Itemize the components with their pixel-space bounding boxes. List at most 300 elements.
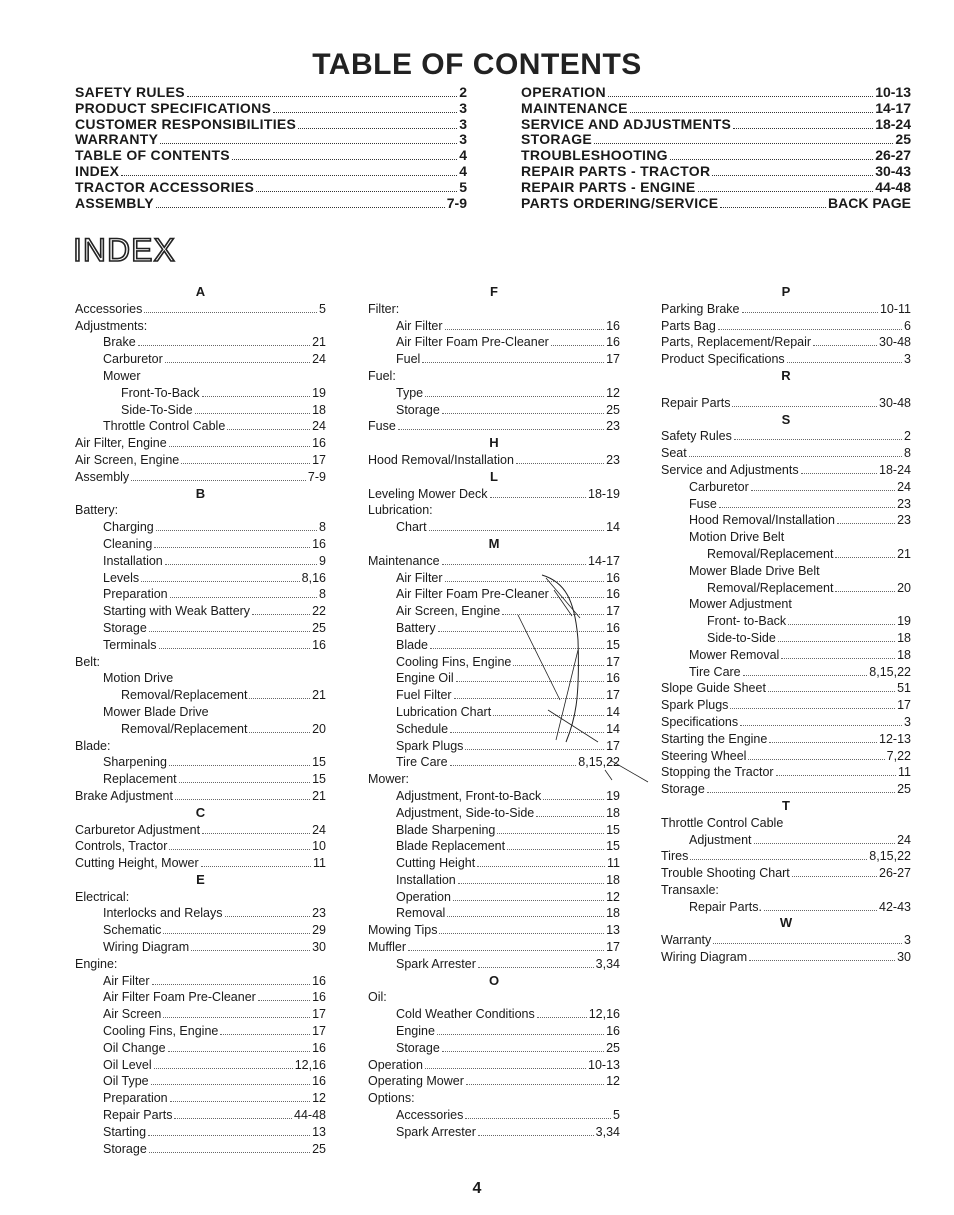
index-column-3 — [661, 284, 911, 966]
toc-entry — [75, 180, 467, 196]
index-entry-label: Accessories — [396, 1108, 464, 1123]
dot-leader — [751, 490, 895, 491]
toc-entry — [521, 180, 911, 196]
dot-leader — [169, 446, 310, 447]
index-entry-label: Oil: — [368, 990, 387, 1005]
index-entry-page: 25 — [606, 1040, 620, 1055]
index-entry-label: Fuse — [689, 496, 717, 511]
index-entry-label: Storage — [661, 782, 705, 797]
index-entry-page: 10-13 — [588, 1057, 620, 1072]
dot-leader — [159, 648, 311, 649]
dot-leader — [438, 631, 604, 632]
index-entry — [661, 832, 911, 849]
toc-entry — [75, 148, 467, 164]
toc-entry-page: 2 — [459, 84, 467, 100]
toc-entry-page: 7-9 — [446, 194, 467, 211]
index-entry-label: Slope Guide Sheet — [661, 681, 766, 696]
index-entry-page: 23 — [606, 419, 620, 434]
dot-leader — [594, 143, 893, 144]
index-entry-label: Storage — [396, 402, 440, 417]
index-entry-label: Removal — [396, 906, 446, 921]
index-entry-label: Maintenance — [368, 553, 440, 568]
dot-leader — [776, 775, 896, 776]
index-entry-label: Carburetor — [689, 479, 749, 494]
index-entry-label: Air Screen — [103, 1007, 162, 1022]
index-entry-label: Front- to-Back — [707, 614, 787, 629]
dot-leader — [742, 312, 878, 313]
index-entry-label: Air Screen, Engine — [75, 452, 180, 467]
index-entry-page: 5 — [613, 1108, 620, 1123]
dot-leader — [141, 581, 300, 582]
index-entry-label: Adjustment — [689, 832, 752, 847]
toc-entry — [75, 85, 467, 101]
index-entry — [368, 805, 620, 822]
dot-leader — [437, 1034, 604, 1035]
spacer — [661, 385, 911, 395]
index-entry-label: Warranty — [661, 933, 712, 948]
index-entry — [75, 603, 326, 620]
toc-entry — [521, 117, 911, 133]
dot-leader — [543, 799, 604, 800]
index-entry — [75, 670, 326, 687]
index-entry-label: Air Filter — [103, 973, 150, 988]
index-entry-label: Mower: — [368, 772, 409, 787]
index-letter-heading: W — [779, 915, 793, 931]
toc-entry-page: 4 — [459, 162, 467, 179]
index-entry-label: Filter: — [368, 301, 400, 316]
index-entry — [661, 714, 911, 731]
dot-leader — [478, 967, 594, 968]
index-entry-label: Blade — [396, 637, 428, 652]
index-entry — [75, 435, 326, 452]
index-entry-label: Carburetor — [103, 352, 163, 367]
toc-entry-label: REPAIR PARTS - TRACTOR — [521, 162, 711, 179]
index-entry-page: 18 — [606, 906, 620, 921]
index-entry-page: 15 — [312, 772, 326, 787]
index-entry-page: 23 — [312, 906, 326, 921]
index-entry — [75, 822, 326, 839]
index-entry-page: 18 — [897, 647, 911, 662]
dot-leader — [719, 507, 895, 508]
index-entry — [661, 563, 911, 580]
dot-leader — [450, 765, 577, 766]
index-entry — [661, 932, 911, 949]
index-entry — [75, 502, 326, 519]
index-entry — [75, 838, 326, 855]
index-entry — [368, 670, 620, 687]
index-entry-label: Seat — [661, 446, 687, 461]
dot-leader — [425, 1068, 586, 1069]
toc-entry-label: STORAGE — [521, 131, 593, 148]
index-entry — [661, 462, 911, 479]
index-entry-label: Blade Sharpening — [396, 822, 496, 837]
index-entry — [75, 1040, 326, 1057]
index-entry-label: Removal/Replacement — [121, 721, 248, 736]
dot-leader — [442, 413, 604, 414]
index-entry-page: 12-13 — [879, 731, 911, 746]
index-entry — [661, 848, 911, 865]
index-entry-label: Air Filter, Engine — [75, 436, 167, 451]
index-entry — [368, 1073, 620, 1090]
index-entry-label: Removal/Replacement — [707, 546, 834, 561]
dot-leader — [169, 849, 310, 850]
toc-entry — [75, 196, 467, 212]
index-entry — [661, 395, 911, 412]
index-entry-label: Air Screen, Engine — [396, 604, 501, 619]
index-entry-label: Oil Type — [103, 1074, 149, 1089]
dot-leader — [516, 463, 604, 464]
index-entry-page: 21 — [312, 335, 326, 350]
dot-leader — [442, 564, 586, 565]
dot-leader — [445, 329, 605, 330]
dot-leader — [258, 1000, 310, 1001]
dot-leader — [298, 128, 457, 129]
index-entry-page: 17 — [606, 604, 620, 619]
dot-leader — [249, 698, 310, 699]
index-entry-page: 16 — [312, 973, 326, 988]
index-entry-page: 24 — [897, 479, 911, 494]
dot-leader — [202, 396, 311, 397]
index-entry-label: Operation — [396, 889, 451, 904]
index-entry — [75, 738, 326, 755]
index-entry — [368, 838, 620, 855]
index-entry-page: 21 — [312, 688, 326, 703]
index-entry — [75, 536, 326, 553]
index-entry — [75, 922, 326, 939]
index-entry-label: Preparation — [103, 1091, 168, 1106]
dot-leader — [608, 96, 873, 97]
dot-leader — [439, 933, 604, 934]
index-entry-page: 16 — [312, 436, 326, 451]
index-entry — [75, 956, 326, 973]
index-entry — [661, 496, 911, 513]
index-entry — [661, 647, 911, 664]
toc-entry — [521, 196, 911, 212]
index-entry-label: Air Filter — [396, 570, 443, 585]
index-entry-page: 18 — [312, 402, 326, 417]
dot-leader — [442, 1051, 604, 1052]
index-entry-label: Tire Care — [689, 664, 741, 679]
index-entry — [661, 512, 911, 529]
index-entry — [75, 1073, 326, 1090]
dot-leader — [398, 429, 604, 430]
index-entry — [661, 882, 911, 899]
index-entry-page: 16 — [606, 335, 620, 350]
dot-leader — [690, 859, 867, 860]
index-entry-label: Mower Adjustment — [689, 597, 792, 612]
dot-leader — [712, 175, 873, 176]
dot-leader — [154, 1068, 293, 1069]
index-entry-label: Specifications — [661, 714, 739, 729]
dot-leader — [121, 175, 457, 176]
index-entry-page: 42-43 — [879, 899, 911, 914]
index-entry — [661, 899, 911, 916]
index-entry-label: Trouble Shooting Chart — [661, 866, 790, 881]
index-entry-page: 14-17 — [588, 553, 620, 568]
dot-leader — [144, 312, 317, 313]
dot-leader — [733, 128, 873, 129]
index-letter-heading: R — [781, 367, 791, 383]
index-entry-label: Lubrication: — [368, 503, 433, 518]
index-entry-label: Cutting Height, Mower — [75, 856, 199, 871]
index-entry-page: 12 — [312, 1091, 326, 1106]
toc-entry-page: 14-17 — [875, 99, 911, 116]
index-entry-page: 11 — [607, 856, 620, 871]
dot-leader — [174, 1118, 292, 1119]
index-entry — [368, 956, 620, 973]
index-entry-page: 51 — [897, 681, 911, 696]
index-entry-page: 13 — [312, 1124, 326, 1139]
index-entry-label: Chart — [396, 520, 427, 535]
index-entry-label: Schematic — [103, 923, 162, 938]
index-entry — [368, 687, 620, 704]
dot-leader — [730, 708, 895, 709]
index-entry-label: Safety Rules — [661, 429, 732, 444]
dot-leader — [249, 732, 310, 733]
index-entry-page: 16 — [312, 1074, 326, 1089]
index-entry-label: Service and Adjustments — [661, 462, 799, 477]
dot-leader — [749, 960, 895, 961]
index-entry-page: 16 — [312, 637, 326, 652]
index-entry-page: 22 — [312, 604, 326, 619]
index-entry-page: 17 — [606, 352, 620, 367]
index-entry — [75, 1023, 326, 1040]
index-letter-heading: S — [781, 411, 791, 427]
dot-leader — [202, 833, 310, 834]
index-entry-label: Engine Oil — [396, 671, 454, 686]
index-entry-page: 6 — [904, 318, 911, 333]
toc-entry — [75, 117, 467, 133]
index-entry — [75, 570, 326, 587]
dot-leader — [163, 933, 310, 934]
index-entry-page: 10 — [312, 839, 326, 854]
index-entry-page: 12 — [606, 1074, 620, 1089]
index-entry-label: Tire Care — [396, 755, 448, 770]
index-entry-page: 8,15,22 — [578, 755, 620, 770]
index-entry-label: Spark Arrester — [396, 1124, 476, 1139]
dot-leader — [732, 406, 877, 407]
index-entry-label: Starting — [103, 1124, 147, 1139]
index-entry-label: Levels — [103, 570, 140, 585]
toc-entry-label: PRODUCT SPECIFICATIONS — [75, 99, 272, 116]
toc-entry-page: 5 — [459, 178, 467, 195]
index-entry-page: 16 — [312, 990, 326, 1005]
index-entry — [661, 680, 911, 697]
dot-leader — [179, 782, 310, 783]
index-entry-page: 11 — [898, 765, 911, 780]
index-entry — [661, 580, 911, 597]
toc-entry-label: INDEX — [75, 162, 120, 179]
toc-entry-label: ASSEMBLY — [75, 194, 154, 211]
index-entry-label: Mower Blade Drive — [103, 704, 209, 719]
index-entry — [75, 418, 326, 435]
dot-leader — [630, 112, 873, 113]
index-entry-page: 17 — [312, 1007, 326, 1022]
index-entry — [661, 764, 911, 781]
index-column-1 — [75, 284, 326, 1157]
dot-leader — [273, 112, 457, 113]
index-entry — [75, 905, 326, 922]
index-entry-page: 15 — [312, 755, 326, 770]
index-entry-page: 12,16 — [588, 1007, 620, 1022]
index-entry-label: Wiring Diagram — [103, 940, 190, 955]
index-entry-page: 19 — [312, 385, 326, 400]
index-entry-label: Type — [396, 385, 424, 400]
index-letter-heading: O — [488, 972, 500, 988]
dot-leader — [181, 463, 310, 464]
dot-leader — [720, 207, 826, 208]
index-entry-label: Repair Parts. — [689, 899, 762, 914]
index-entry-page: 24 — [312, 822, 326, 837]
index-entry — [75, 586, 326, 603]
toc-entry-label: OPERATION — [521, 84, 606, 100]
dot-leader — [507, 849, 604, 850]
dot-leader — [154, 547, 310, 548]
dot-leader — [232, 159, 457, 160]
dot-leader — [493, 715, 604, 716]
index-entry — [368, 620, 620, 637]
toc-entry — [521, 148, 911, 164]
index-entry-page: 11 — [313, 856, 326, 871]
index-entry-page: 25 — [312, 620, 326, 635]
index-entry-label: Accessories — [75, 301, 143, 316]
index-entry-page: 20 — [312, 721, 326, 736]
toc-entry-page: 10-13 — [875, 84, 911, 100]
index-entry-label: Repair Parts — [661, 395, 731, 410]
index-entry — [368, 704, 620, 721]
index-letter-heading: C — [195, 804, 206, 820]
index-entry — [368, 351, 620, 368]
toc-entry-label: TROUBLESHOOTING — [521, 147, 668, 164]
index-entry-page: 17 — [606, 738, 620, 753]
index-column-2 — [368, 284, 620, 1141]
index-entry — [75, 1124, 326, 1141]
index-entry-page: 14 — [606, 704, 620, 719]
index-entry-label: Air Filter Foam Pre-Cleaner — [396, 335, 549, 350]
index-entry — [75, 519, 326, 536]
index-entry-page: 3 — [904, 714, 911, 729]
index-entry — [75, 721, 326, 738]
index-entry-label: Storage — [103, 620, 147, 635]
toc-entry-label: TRACTOR ACCESSORIES — [75, 178, 255, 195]
index-entry — [368, 502, 620, 519]
index-entry-page: 29 — [312, 923, 326, 938]
index-entry-label: Installation — [103, 553, 163, 568]
index-entry-page: 23 — [897, 496, 911, 511]
index-entry — [75, 654, 326, 671]
index-entry-label: Blade Replacement — [396, 839, 506, 854]
index-entry-label: Tires — [661, 849, 689, 864]
index-entry-label: Preparation — [103, 587, 168, 602]
toc-entry-label: MAINTENANCE — [521, 99, 628, 116]
index-entry-label: Fuel — [396, 352, 421, 367]
index-entry-label: Fuse — [368, 419, 396, 434]
index-entry-label: Oil Change — [103, 1040, 166, 1055]
index-entry-page: 3,34 — [595, 1124, 620, 1139]
index-entry — [661, 351, 911, 368]
index-entry-page: 17 — [606, 654, 620, 669]
index-entry-label: Parking Brake — [661, 301, 740, 316]
index-entry-label: Mowing Tips — [368, 923, 438, 938]
toc-entry-page: 3 — [459, 115, 467, 132]
index-entry — [368, 1057, 620, 1074]
index-entry — [75, 855, 326, 872]
index-entry — [368, 486, 620, 503]
index-entry — [368, 922, 620, 939]
toc-title: TABLE OF CONTENTS — [312, 48, 642, 81]
index-entry — [661, 445, 911, 462]
index-entry — [75, 318, 326, 335]
dot-leader — [754, 843, 896, 844]
dot-leader — [465, 1118, 611, 1119]
index-entry — [75, 989, 326, 1006]
index-entry-label: Cooling Fins, Engine — [396, 654, 512, 669]
index-entry — [75, 1141, 326, 1158]
dot-leader — [734, 439, 902, 440]
index-entry — [75, 1090, 326, 1107]
index-entry-label: Cold Weather Conditions — [396, 1007, 535, 1022]
dot-leader — [769, 742, 877, 743]
index-entry-label: Storage — [396, 1040, 440, 1055]
dot-leader — [422, 362, 604, 363]
index-entry-label: Controls, Tractor — [75, 839, 168, 854]
toc-entry — [521, 101, 911, 117]
dot-leader — [227, 429, 310, 430]
index-entry-page: 25 — [606, 402, 620, 417]
index-entry — [368, 939, 620, 956]
dot-leader — [170, 1101, 310, 1102]
dot-leader — [151, 1084, 310, 1085]
index-entry-label: Lubrication Chart — [396, 704, 492, 719]
toc-entry-label: CUSTOMER RESPONSIBILITIES — [75, 115, 297, 132]
index-entry-label: Air Filter Foam Pre-Cleaner — [103, 990, 256, 1005]
dot-leader — [787, 362, 902, 363]
toc-entry-page: 3 — [459, 99, 467, 116]
index-entry-label: Operation — [368, 1057, 423, 1072]
index-entry-page: 16 — [606, 1024, 620, 1039]
index-entry-label: Battery — [396, 620, 436, 635]
index-entry-label: Engine: — [75, 956, 118, 971]
index-entry — [368, 586, 620, 603]
index-entry — [368, 637, 620, 654]
index-entry-label: Terminals — [103, 637, 157, 652]
dot-leader — [163, 1017, 310, 1018]
index-entry — [368, 788, 620, 805]
toc-entry — [521, 132, 911, 148]
index-entry-page: 24 — [312, 352, 326, 367]
index-entry-page: 23 — [897, 513, 911, 528]
dot-leader — [718, 329, 902, 330]
index-entry-page: 25 — [312, 1141, 326, 1156]
index-entry-label: Starting with Weak Battery — [103, 604, 251, 619]
index-entry-page: 15 — [606, 637, 620, 652]
index-entry-page: 16 — [606, 587, 620, 602]
index-entry — [75, 704, 326, 721]
dot-leader — [788, 624, 895, 625]
index-entry-label: Schedule — [396, 721, 449, 736]
toc-entry-page: 25 — [895, 131, 911, 148]
dot-leader — [165, 564, 317, 565]
toc-entry — [75, 132, 467, 148]
dot-leader — [149, 1152, 310, 1153]
dot-leader — [748, 759, 884, 760]
index-letter-heading: T — [782, 797, 790, 813]
index-entry — [661, 546, 911, 563]
index-entry-label: Removal/Replacement — [121, 688, 248, 703]
dot-leader — [201, 866, 311, 867]
index-entry-page: 12 — [606, 889, 620, 904]
toc-entry-page: BACK PAGE — [828, 194, 911, 211]
